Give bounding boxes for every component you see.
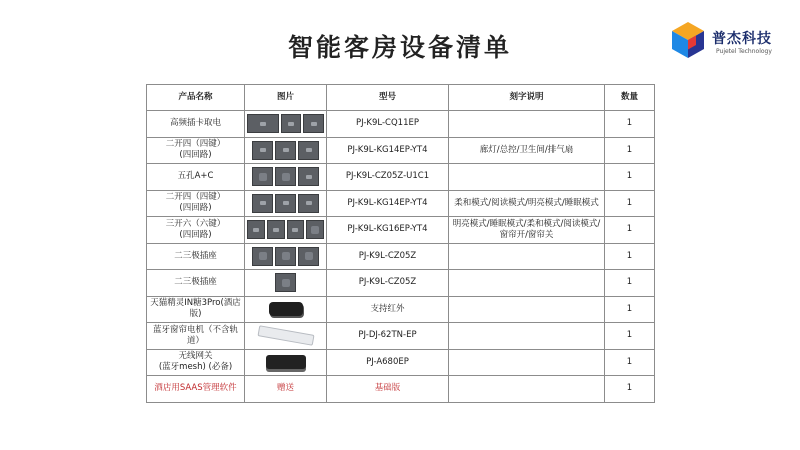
engraving-cell: 廊灯/总控/卫生间/排气扇 — [449, 137, 605, 164]
product-name-cell: 天猫精灵IN糖3Pro(酒店 版) — [147, 296, 245, 323]
page-title: 智能客房设备清单 — [287, 33, 512, 62]
socket-panel-picture — [247, 245, 324, 267]
picture-cell — [245, 111, 327, 138]
engraving-cell: 柔和模式/阅读模式/明亮模式/睡眠模式 — [449, 190, 605, 217]
quantity-cell: 1 — [605, 190, 655, 217]
table-row — [147, 323, 655, 350]
quantity-cell: 1 — [605, 164, 655, 191]
table-header-row — [147, 85, 655, 111]
model-cell: PJ-K9L-CZ05Z — [327, 243, 449, 270]
engraving-cell — [449, 296, 605, 323]
model-cell: PJ-K9L-CZ05Z — [327, 270, 449, 297]
product-name-cell: 五孔A+C — [147, 164, 245, 191]
quantity-cell: 1 — [605, 376, 655, 403]
product-name-cell: 酒店用SAAS管理软件 — [147, 376, 245, 403]
card-switch-picture — [247, 113, 324, 135]
product-name-cell: 二开四（四键） (四回路) — [147, 137, 245, 164]
model-cell: PJ-A680EP — [327, 349, 449, 376]
socket-panel-picture — [247, 272, 324, 294]
product-name-cell: 无线网关 (蓝牙mesh) (必备) — [147, 349, 245, 376]
table-row — [147, 376, 655, 403]
product-name-cell: 高频插卡取电 — [147, 111, 245, 138]
table-row — [147, 190, 655, 217]
product-name-cell: 蓝牙窗帘电机（不含轨 道） — [147, 323, 245, 350]
picture-cell — [245, 190, 327, 217]
quantity-cell: 1 — [605, 217, 655, 244]
product-name-cell: 二三极插座 — [147, 243, 245, 270]
engraving-cell — [449, 111, 605, 138]
header-quantity: 数量 — [605, 85, 655, 111]
picture-cell — [245, 164, 327, 191]
table-row — [147, 217, 655, 244]
curtain-motor-picture — [247, 325, 324, 347]
company-logo — [668, 18, 786, 62]
table-row — [147, 243, 655, 270]
picture-cell: 赠送 — [245, 376, 327, 403]
picture-cell — [245, 217, 327, 244]
logo-name: 普杰科技 — [712, 31, 772, 47]
switch-panel-picture — [247, 192, 324, 214]
engraving-cell — [449, 323, 605, 350]
quantity-cell: 1 — [605, 270, 655, 297]
product-name-cell: 二开四（四键） (四回路) — [147, 190, 245, 217]
header-picture: 图片 — [245, 85, 327, 111]
picture-cell — [245, 270, 327, 297]
quantity-cell: 1 — [605, 296, 655, 323]
engraving-cell — [449, 243, 605, 270]
engraving-cell — [449, 270, 605, 297]
model-cell: PJ-K9L-KG14EP-YT4 — [327, 137, 449, 164]
table-row — [147, 270, 655, 297]
model-cell: 基础版 — [327, 376, 449, 403]
quantity-cell: 1 — [605, 111, 655, 138]
model-cell: PJ-K9L-CZ05Z-U1C1 — [327, 164, 449, 191]
socket-panel-picture — [247, 166, 324, 188]
table-row — [147, 137, 655, 164]
engraving-cell: 明亮模式/睡眠模式/柔和模式/阅读模式/ 窗帘开/窗帘关 — [449, 217, 605, 244]
switch-panel-picture — [247, 139, 324, 161]
table-row — [147, 111, 655, 138]
product-name-cell: 二三极插座 — [147, 270, 245, 297]
table-row — [147, 164, 655, 191]
logo-subtitle: Pujetel Technology — [716, 48, 772, 55]
model-cell: PJ-K9L-KG16EP-YT4 — [327, 217, 449, 244]
model-cell: PJ-K9L-CQ11EP — [327, 111, 449, 138]
table-row — [147, 349, 655, 376]
equipment-table — [146, 84, 655, 403]
quantity-cell: 1 — [605, 137, 655, 164]
header-engraving: 刻字说明 — [449, 85, 605, 111]
cube-logo-icon — [668, 20, 708, 60]
header-product-name: 产品名称 — [147, 85, 245, 111]
picture-cell — [245, 137, 327, 164]
engraving-cell — [449, 164, 605, 191]
model-cell: PJ-K9L-KG14EP-YT4 — [327, 190, 449, 217]
quantity-cell: 1 — [605, 349, 655, 376]
gateway-picture — [247, 351, 324, 373]
engraving-cell — [449, 376, 605, 403]
model-cell: PJ-DJ-62TN-EP — [327, 323, 449, 350]
picture-cell — [245, 349, 327, 376]
smart-speaker-picture — [247, 298, 324, 320]
picture-cell — [245, 296, 327, 323]
quantity-cell: 1 — [605, 243, 655, 270]
model-cell: 支持红外 — [327, 296, 449, 323]
switch-panel-picture — [247, 219, 324, 241]
header-model: 型号 — [327, 85, 449, 111]
picture-cell — [245, 323, 327, 350]
product-name-cell: 三开六（六键） (四回路) — [147, 217, 245, 244]
table-row — [147, 296, 655, 323]
quantity-cell: 1 — [605, 323, 655, 350]
picture-cell — [245, 243, 327, 270]
engraving-cell — [449, 349, 605, 376]
